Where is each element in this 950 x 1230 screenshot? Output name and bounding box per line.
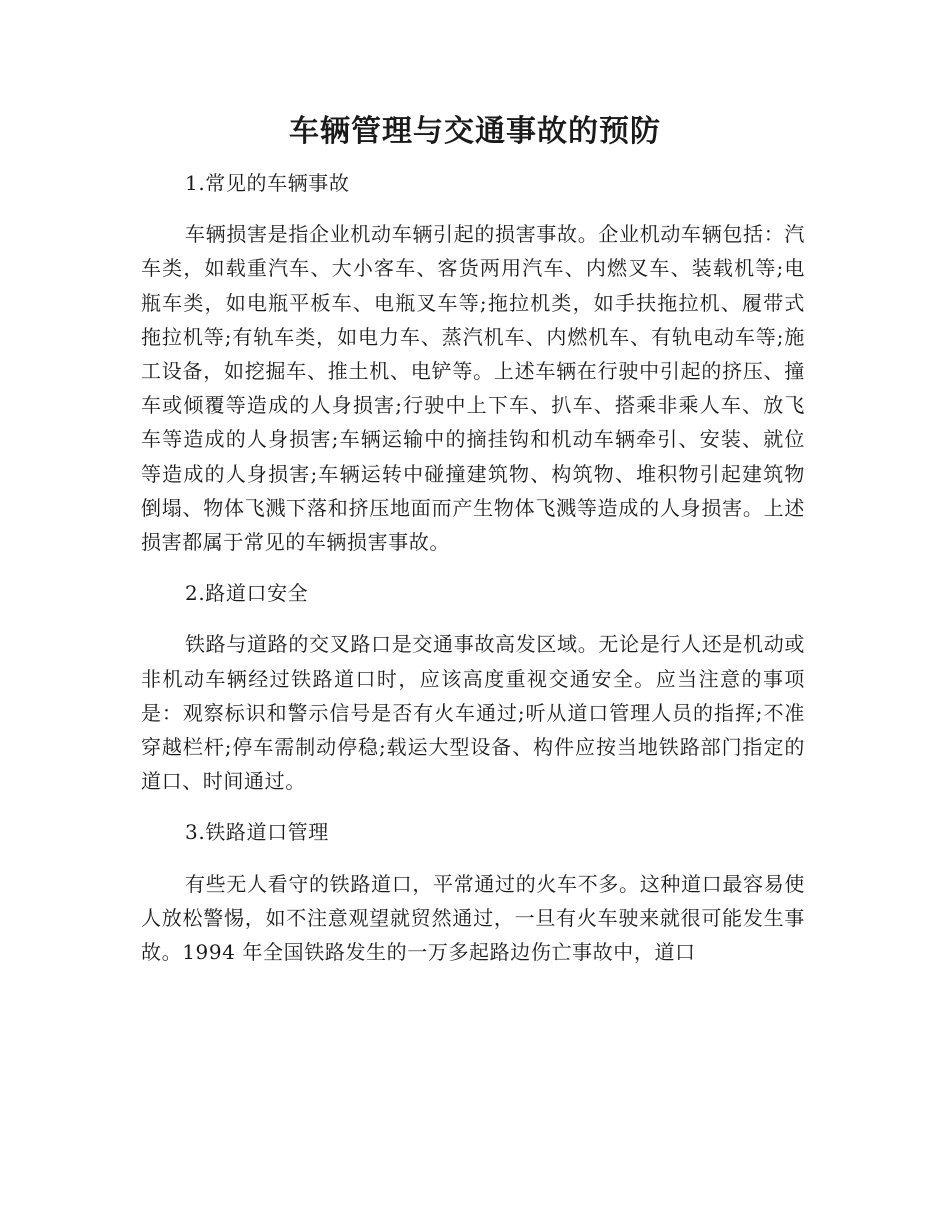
document-title: 车辆管理与交通事故的预防: [289, 114, 661, 149]
section-1-heading: 1.常见的车辆事故: [185, 171, 350, 195]
section-2-heading: 2.路道口安全: [185, 581, 309, 606]
section-2-paragraph: 铁路与道路的交叉路口是交通事故高发区域。无论是行人还是机动或非机动车辆经过铁路道口时，应该高度重视交通安全。应当注意的事项是：观察标识和警示信号是否有火车通过;听从道口管理人员的指挥;不准穿越栏杆;停车需制动停稳;载运大型设备、构件应按当地铁路部门指定的道口、时间通过。: [141, 632, 805, 794]
section-3-paragraph: 有些无人看守的铁路道口，平常通过的火车不多。这种道口最容易使人放松警惕，如不注意观望就贸然通过，一旦有火车驶来就很可能发生事故。1994 年全国铁路发生的一万多起路边伤亡事故中，道口: [141, 871, 805, 965]
section-1-paragraph: 车辆损害是指企业机动车辆引起的损害事故。企业机动车辆包括：汽车类，如载重汽车、大小客车、客货两用汽车、内燃叉车、装载机等;电瓶车类，如电瓶平板车、电瓶叉车等;拖拉机类，如手扶拖拉机、履带式拖拉机等;有轨车类，如电力车、蒸汽机车、内燃机车、有轨电动车等;施工设备，如挖掘车、推土机、电铲等。上述车辆在行驶中引起的挤压、撞车或倾覆等造成的人身损害;行驶中上下车、扒车、搭乘非乘人车、放飞车等造成的人身损害;车辆运输中的摘挂钩和机动车辆牵引、安装、就位等造成的人身损害;车辆运转中碰撞建筑物、构筑物、堆积物引起建筑物倒塌、物体飞溅下落和挤压地面而产生物体飞溅等造成的人身损害。上述损害都属于常见的车辆损害事故。: [141, 222, 805, 555]
document-body: [141, 166, 805, 969]
section-3-heading: 3.铁路道口管理: [185, 820, 329, 845]
